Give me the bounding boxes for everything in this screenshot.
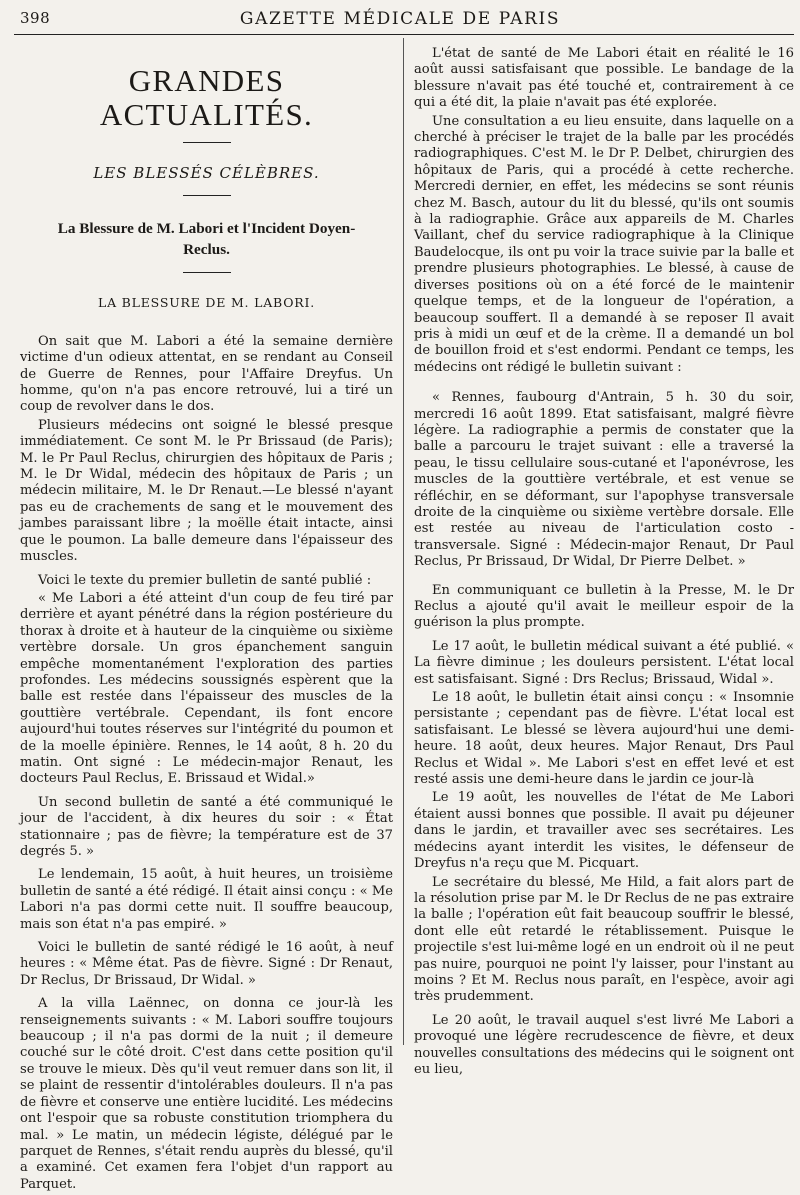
rubric-rule <box>183 142 231 143</box>
paragraph: Le 20 août, le travail auquel s'est livré Me Labori a provoqué une légère recrudescence de fièvre, et deux nouvelles consultations des médecins qui le soignent ont eu lieu, <box>414 1012 794 1077</box>
bulletin-quote: « Rennes, faubourg d'Antrain, 5 h. 30 du soir, mercredi 16 août 1899. Etat satisfaisant, malgré fièvre légère. La radiographie a permis de constater que la balle a parcouru le trajet suivant : elle a traversé la peau, le tissu cellulaire sous-cutané et l'aponévrose, les muscles de la gouttière vertébrale, et est venue se réfléchir, en se déformant, sur l'apophyse transversale droite de la cinquième ou sixième vertèbre dorsale. Elle est restée au niveau de l'articulation costo - transversale. Signé : Médecin-major Renaut, Dr Paul Reclus, Pr Brissaud, Dr Widal, Dr Pierre Delbet. » <box>414 390 794 570</box>
article-rule <box>183 272 231 273</box>
paragraph: Le 17 août, le bulletin médical suivant a été publié. « La fièvre diminue ; les douleurs persistent. L'état local est satisfaisant. Signé : Drs Reclus; Brissaud, Widal ». <box>414 638 794 687</box>
rubric-title: GRANDES ACTUALITÉS. <box>99 63 314 132</box>
page-number: 398 <box>20 9 51 27</box>
column-divider <box>403 38 404 1045</box>
section-heading: LA BLESSURE DE M. LABORI. <box>97 295 316 311</box>
right-column <box>414 46 794 1080</box>
paragraph: On sait que M. Labori a été la semaine dernière victime d'un odieux attentat, en se rendant au Conseil de Guerre de Rennes, pour l'Affaire Dreyfus. Un homme, qu'on n'a pas encore retrouvé, lui a tiré un coup de revolver dans le dos. <box>20 333 393 415</box>
paragraph: Plusieurs médecins ont soigné le blessé presque immédiatement. Ce sont M. le Pr Brissaud (de Paris); M. le Pr Paul Reclus, chirurgien des hôpitaux de Paris ; M. le Dr Widal, médecin des hôpitaux de Paris ; un médecin militaire, M. le Dr Renaut.—Le blessé n'ayant pas eu de crachements de sang et le mouvement des jambes paraissant libre ; la moëlle était intacte, ainsi que le poumon. La balle demeure dans l'épaisseur des muscles. <box>20 417 393 565</box>
paragraph: Une consultation a eu lieu ensuite, dans laquelle on a cherché à préciser le trajet de la balle par les procédés radiographiques. C'est M. le Dr P. Delbet, chirurgien des hôpitaux de Paris, qui a procédé à cette recherche. Mercredi dernier, en effet, les médecins se sont réunis chez M. Basch, autour du lit du blessé, qu'ils ont soumis à la radiographie. Grâce aux appareils de M. Charles Vaillant, chef du service radiographique à la Clinique Baudelocque, ils ont pu voir la trace suivie par la balle et prendre plusieurs photographies. Le blessé, à cause de diverses positions où on a été forcé de le maintenir quelque temps, et de la longueur de l'opération, a beaucoup souffert. Il a demandé à se reposer Il avait pris à midi un œuf et de la crème. Il a demandé un bol de bouillon froid et s'est endormi. Pendant ce temps, les médecins ont rédigé le bulletin suivant : <box>414 113 794 375</box>
paragraph: Un second bulletin de santé a été communiqué le jour de l'accident, à dix heures du soir : « État stationnaire ; pas de fièvre; la température est de 37 degrés 5. » <box>20 794 393 859</box>
article-title: La Blessure de M. Labori et l'Incident Doyen-Reclus. <box>57 220 356 259</box>
header-rule <box>14 34 794 35</box>
paragraph: Voici le texte du premier bulletin de santé publié : <box>38 572 372 588</box>
series-title: LES BLESSÉS CÉLÈBRES. <box>93 164 320 182</box>
paragraph: A la villa Laënnec, on donna ce jour-là les renseignements suivants : « M. Labori souffre toujours beaucoup ; il n'a pas dormi de la nuit ; il demeure couché sur le côté droit. C'est dans cette position qu'il se trouve le mieux. Dès qu'il veut remuer dans son lit, il se plaint de ressentir d'intolérables douleurs. Il n'a pas de fièvre et conserve une entière lucidité. Les médecins ont l'espoir que sa robuste constitution triomphera du mal. » Le matin, un médecin légiste, délégué par le parquet de Rennes, s'était rendu auprès du blessé, qu'il a examiné. Cet examen fera l'objet d'un rapport au Parquet. <box>20 996 393 1192</box>
paragraph: Le lendemain, 15 août, à huit heures, un troisième bulletin de santé a été rédigé. Il était ainsi conçu : « Me Labori n'a pas dormi cette nuit. Il souffre beaucoup, mais son état n'a pas empiré. » <box>20 867 393 932</box>
running-header <box>0 0 800 38</box>
journal-title: GAZETTE MÉDICALE DE PARIS <box>239 9 561 29</box>
paragraph: Le secrétaire du blessé, Me Hild, a fait alors part de la résolution prise par M. le Dr Reclus de ne pas extraire la balle ; l'opération eût fait beaucoup souffrir le blessé, dont elle eût retardé le rétablissement. Puisque le projectile s'est lui-même logé en un endroit où il ne peut pas nuire, pourquoi ne point l'y laisser, pour l'instant au moins ? Et M. Reclus nous paraît, en l'espèce, avoir agi très prudemment. <box>414 874 794 1005</box>
paragraph: Le 18 août, le bulletin était ainsi conçu : « Insomnie persistante ; cependant pas de fièvre. L'état local est satisfaisant. Le blessé se lèvera aujourd'hui une demi-heure. 18 août, deux heures. Major Renaut, Drs Paul Reclus et Widal ». Me Labori s'est en effet levé et est resté assis une demi-heure dans le jardin ce jour-là <box>414 690 794 788</box>
paragraph: L'état de santé de Me Labori était en réalité le 16 août aussi satisfaisant que possible. Le bandage de la blessure n'avait pas été touché et, contrairement à ce qui a été dit, la plaie n'avait pas été explorée. <box>414 46 794 111</box>
series-rule <box>183 195 231 196</box>
paragraph: Voici le bulletin de santé rédigé le 16 août, à neuf heures : « Même état. Pas de fièvre. Signé : Dr Renaut, Dr Reclus, Dr Brissaud, Dr Widal. » <box>20 940 393 988</box>
left-column <box>20 46 393 1195</box>
bulletin-quote: « Me Labori a été atteint d'un coup de feu tiré par derrière et ayant pénétré dans la région postérieure du thorax à droite et à hauteur de la cinquième ou sixième vertèbre dorsale. Un gros épanchement sanguin empêche momentanément l'exploration des parties profondes. Les médecins soussignés espèrent que la balle est restée dans l'épaisseur des muscles de la gouttière vertébrale. Cependant, ils font encore aujourd'hui toutes réserves sur l'intégrité du poumon et de la moelle épinière. Rennes, le 14 août, 8 h. 20 du matin. Ont signé : Le médecin-major Renaut, les docteurs Paul Reclus, E. Brissaud et Widal.» <box>20 590 393 787</box>
paragraph: En communiquant ce bulletin à la Presse, M. le Dr Reclus a ajouté qu'il avait le meilleur espoir de la guérison la plus prompte. <box>414 582 794 631</box>
paragraph: Le 19 août, les nouvelles de l'état de Me Labori étaient aussi bonnes que possible. Il avait pu déjeuner dans le jardin, et travailler avec ses secrétaires. Les médecins ayant interdit les visites, le défenseur de Dreyfus n'a reçu que M. Picquart. <box>414 790 794 872</box>
